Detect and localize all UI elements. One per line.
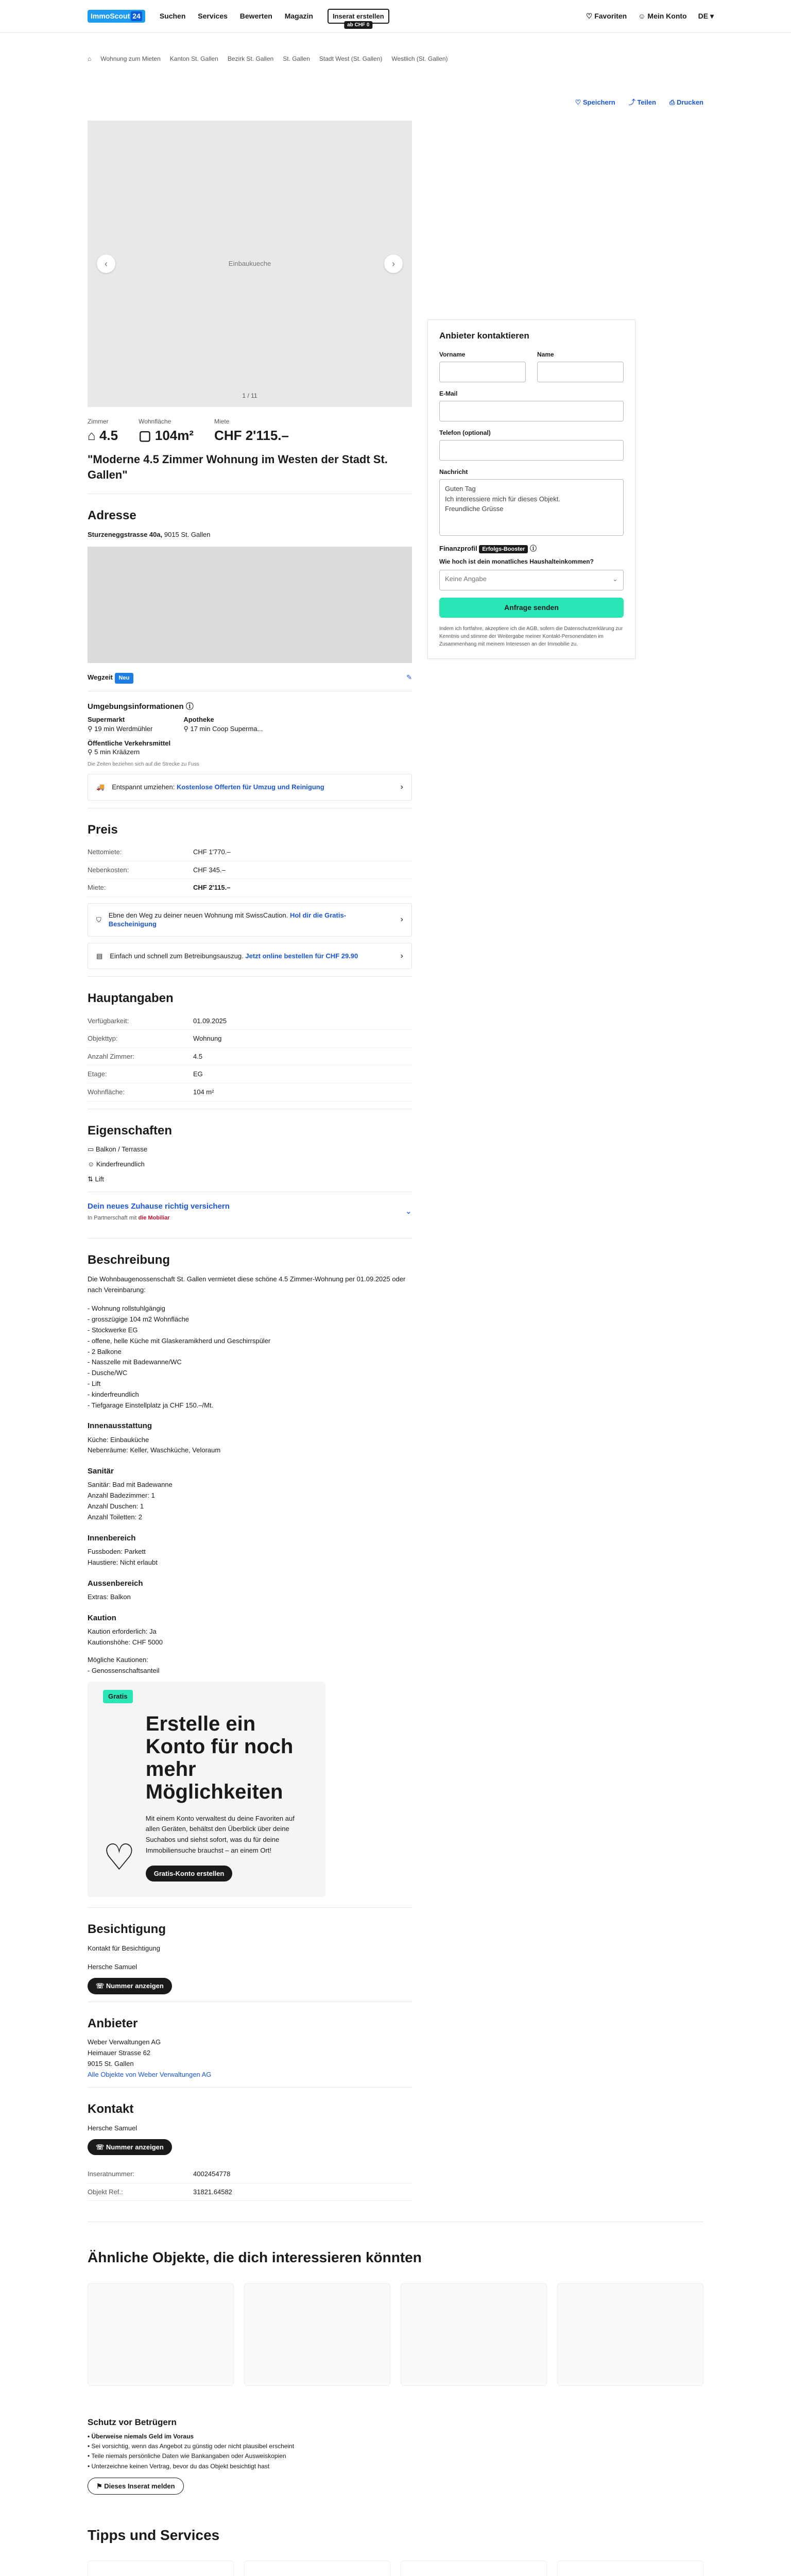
show-number-button[interactable] bbox=[88, 1978, 172, 1994]
email-field bbox=[439, 389, 624, 421]
list-item bbox=[88, 1174, 412, 1185]
description-heading: Beschreibung bbox=[88, 1253, 170, 1267]
list-item bbox=[88, 1144, 412, 1155]
firstname-input[interactable] bbox=[439, 362, 526, 382]
fraud-tip: Überweise niemals Geld im Voraus bbox=[91, 2432, 194, 2440]
service-card[interactable] bbox=[557, 2561, 703, 2576]
field-label: Vorname bbox=[439, 350, 466, 358]
betreibung-box[interactable] bbox=[88, 943, 412, 970]
edit-icon[interactable]: ✎ bbox=[406, 673, 412, 681]
document-icon: ▤ bbox=[96, 952, 103, 960]
umgebung-key: Apotheke bbox=[183, 716, 214, 724]
umgebung-key: Supermarkt bbox=[88, 716, 125, 724]
field-label: Name bbox=[537, 350, 554, 358]
logo-suffix: 24 bbox=[131, 11, 142, 21]
fact-value: CHF 2'115.– bbox=[214, 427, 289, 443]
list-item bbox=[88, 739, 412, 757]
table-row bbox=[88, 843, 412, 861]
table-row bbox=[88, 1030, 412, 1048]
chevron-right-icon: › bbox=[400, 783, 403, 792]
row-value: 4.5 bbox=[193, 1052, 203, 1060]
form-heading: Anbieter kontaktieren bbox=[439, 330, 529, 341]
row-value: CHF 1'770.– bbox=[193, 848, 231, 856]
fact-area bbox=[139, 417, 194, 445]
breadcrumb-item[interactable]: Westlich (St. Gallen) bbox=[391, 55, 448, 62]
features-heading: Eigenschaften bbox=[88, 1123, 173, 1138]
umgebung-value: 19 min Werdmühler bbox=[94, 724, 153, 733]
show-number-button[interactable] bbox=[88, 2139, 172, 2156]
list-item: Anzahl Badezimmer: 1 bbox=[88, 1492, 155, 1500]
section-heading: Innenbereich bbox=[88, 1533, 136, 1543]
insurance-sub: In Partnerschaft mit bbox=[88, 1214, 137, 1221]
row-value: Wohnung bbox=[193, 1035, 222, 1043]
umgebung-title: Umgebungsinformationen bbox=[88, 702, 184, 711]
submit-button[interactable]: Anfrage senden bbox=[439, 598, 624, 618]
firstname-field bbox=[439, 350, 526, 382]
gallery-next-button[interactable]: › bbox=[384, 255, 403, 273]
service-card[interactable] bbox=[88, 2561, 234, 2576]
row-key: Etage: bbox=[88, 1070, 107, 1078]
service-card[interactable] bbox=[244, 2561, 390, 2576]
umgebung-list bbox=[88, 715, 412, 733]
list-item: Nebenräume: Keller, Waschküche, Veloraum bbox=[88, 1446, 221, 1454]
feature-label: Lift bbox=[95, 1175, 104, 1183]
address-text bbox=[88, 530, 412, 540]
fact-rooms bbox=[88, 417, 118, 445]
field-label: E-Mail bbox=[439, 389, 458, 397]
key-facts bbox=[88, 407, 412, 452]
possible-deposit-value: - Genossenschaftsanteil bbox=[88, 1667, 160, 1675]
child-icon: ☺ bbox=[88, 1160, 96, 1168]
elevator-icon: ⇅ bbox=[88, 1175, 95, 1183]
fraud-list bbox=[88, 2432, 703, 2471]
list-item: - Lift bbox=[88, 1379, 101, 1387]
list-item: Fussboden: Parkett bbox=[88, 1547, 146, 1555]
new-badge: Neu bbox=[115, 673, 134, 684]
fact-value: 104m² bbox=[154, 427, 194, 443]
phone-icon: ☏ bbox=[96, 1982, 106, 1990]
row-value: 31821.64582 bbox=[193, 2188, 232, 2196]
nav-services[interactable]: Services bbox=[198, 12, 228, 21]
table-row bbox=[88, 1083, 412, 1101]
map[interactable] bbox=[88, 547, 412, 663]
truck-icon: 🚚 bbox=[96, 783, 105, 791]
row-key: Anzahl Zimmer: bbox=[88, 1052, 135, 1060]
possible-deposit-label: Mögliche Kautionen: bbox=[88, 1656, 148, 1664]
nav-suchen[interactable]: Suchen bbox=[159, 12, 186, 21]
list-item: • Überweise niemals Geld im Voraus bbox=[88, 2432, 194, 2440]
viewing-label: Kontakt für Besichtigung bbox=[88, 1944, 160, 1952]
flag-icon: ⚑ bbox=[96, 2482, 105, 2490]
fraud-heading: Schutz vor Betrügern bbox=[88, 2417, 177, 2427]
contact-name: Hersche Samuel bbox=[88, 2124, 137, 2132]
main-nav bbox=[154, 11, 318, 21]
language-label: DE bbox=[698, 12, 709, 21]
list-item: Extras: Balkon bbox=[88, 1592, 131, 1601]
swisscaution-box[interactable] bbox=[88, 903, 412, 937]
walk-icon: ⚲ bbox=[88, 748, 95, 756]
gallery-image: Einbaukueche bbox=[228, 259, 271, 267]
chevron-right-icon: › bbox=[400, 951, 403, 960]
mobiliar-logo: die Mobiliar bbox=[138, 1214, 170, 1221]
balcony-icon: ▭ bbox=[88, 1145, 96, 1153]
table-row bbox=[88, 2165, 412, 2183]
gallery-counter: 1 / 11 bbox=[242, 392, 257, 399]
breadcrumb-item[interactable]: Stadt West (St. Gallen) bbox=[319, 55, 383, 62]
fraud-tip: Teile niemals persönliche Daten wie Bankangaben oder Ausweiskopien bbox=[91, 2452, 286, 2460]
similar-heading: Ähnliche Objekte, die dich interessieren könnten bbox=[88, 2249, 422, 2266]
save-button[interactable]: ♡ Speichern bbox=[575, 98, 615, 107]
listing-actions bbox=[88, 70, 703, 121]
main-info-heading: Hauptangaben bbox=[88, 991, 174, 1006]
row-key: Wohnfläche: bbox=[88, 1088, 125, 1096]
lastname-field bbox=[537, 350, 624, 382]
row-value: CHF 2'115.– bbox=[193, 884, 231, 892]
list-item: • Sei vorsichtig, wenn das Angebot zu günstig oder nicht plausibel erscheint bbox=[88, 2443, 295, 2450]
wegzeit-row[interactable] bbox=[88, 672, 412, 684]
address-city: 9015 St. Gallen bbox=[164, 530, 211, 538]
list-item: - Stockwerke EG bbox=[88, 1326, 138, 1334]
message-textarea[interactable]: Guten Tag Ich interessiere mich für dieses Objekt. Freundliche Grüsse bbox=[439, 479, 624, 536]
viewing-contact: Hersche Samuel bbox=[88, 1963, 137, 1971]
legal-text: Indem ich fortfahre, akzeptiere ich die AGB, sofern die Datenschutzerklärung zur Kenntnis und stimme der Weitergabe meiner Kontakt-Personendaten im Zusammenhang mit meinem Interessen an der Immobilie zu. bbox=[439, 626, 623, 648]
create-listing-label: Inserat erstellen bbox=[332, 12, 384, 20]
row-key: Miete: bbox=[88, 884, 106, 892]
similar-card[interactable] bbox=[401, 2283, 547, 2386]
report-listing-button[interactable] bbox=[88, 2478, 184, 2495]
list-item: - Dusche/WC bbox=[88, 1369, 128, 1377]
lastname-input[interactable] bbox=[537, 362, 624, 382]
list-item: - Wohnung rollstuhlgängig bbox=[88, 1304, 165, 1313]
walk-icon: ⚲ bbox=[183, 724, 191, 733]
description-sections bbox=[88, 1411, 412, 1676]
provider-heading: Anbieter bbox=[88, 2016, 138, 2030]
row-key: Objekt Ref.: bbox=[88, 2188, 123, 2196]
box-text: Entspannt umziehen: bbox=[112, 783, 175, 791]
account-label: Mein Konto bbox=[647, 12, 687, 21]
create-listing-badge: ab CHF 0 bbox=[344, 21, 372, 29]
similar-card[interactable] bbox=[244, 2283, 390, 2386]
phone-input[interactable] bbox=[439, 440, 624, 461]
field-label: Nachricht bbox=[439, 468, 468, 476]
list-item: - grosszügige 104 m2 Wohnfläche bbox=[88, 1315, 190, 1324]
message-field bbox=[439, 468, 624, 536]
button-label: Nummer anzeigen bbox=[106, 1982, 164, 1990]
table-row bbox=[88, 1065, 412, 1083]
save-label: Speichern bbox=[582, 98, 615, 107]
section-heading: Sanitär bbox=[88, 1467, 114, 1476]
box-link[interactable]: Kostenlose Offerten für Umzug und Reinigung bbox=[176, 783, 324, 791]
fact-label: Zimmer bbox=[88, 417, 109, 425]
list-item: Anzahl Toiletten: 2 bbox=[88, 1513, 142, 1521]
create-account-button[interactable]: Gratis-Konto erstellen bbox=[146, 1866, 233, 1882]
row-value: CHF 345.– bbox=[193, 866, 226, 874]
walk-icon: ⚲ bbox=[88, 724, 95, 733]
umgebung-note: Die Zeiten beziehen sich auf die Strecke zu Fuss bbox=[88, 761, 199, 767]
table-row bbox=[88, 1012, 412, 1030]
select-value: Keine Angabe bbox=[445, 575, 487, 583]
fact-label: Wohnfläche bbox=[139, 417, 171, 425]
share-label: Teilen bbox=[637, 98, 656, 107]
promo-title: Erstelle ein Konto für noch mehr Möglichkeiten bbox=[145, 1712, 294, 1803]
fact-rent bbox=[214, 417, 289, 445]
favorites-link[interactable]: ♡ Favoriten bbox=[586, 12, 627, 21]
finance-badge: Erfolgs-Booster bbox=[479, 545, 528, 553]
umgebung-value: 17 min Coop Superma... bbox=[190, 724, 263, 733]
provider-city: 9015 St. Gallen bbox=[88, 2059, 134, 2067]
breadcrumb-item[interactable]: Bezirk St. Gallen bbox=[227, 55, 274, 62]
breadcrumb-item[interactable]: St. Gallen bbox=[283, 55, 310, 62]
email-input[interactable] bbox=[439, 401, 624, 421]
breadcrumb-item[interactable]: Wohnung zum Mieten bbox=[100, 55, 161, 62]
list-item: Kaution erforderlich: Ja bbox=[88, 1627, 157, 1635]
chevron-down-icon: ⌄ bbox=[405, 1207, 412, 1216]
fact-label: Miete bbox=[214, 417, 230, 425]
account-link[interactable]: ☺ Mein Konto bbox=[638, 12, 687, 21]
table-row bbox=[88, 2183, 412, 2201]
umgebung-key: Öffentliche Verkehrsmittel bbox=[88, 739, 171, 747]
income-select[interactable] bbox=[439, 570, 624, 590]
list-item: • Unterzeichne keinen Vertrag, bevor du das Objekt besichtigt hast bbox=[88, 2462, 270, 2470]
list-item bbox=[88, 1159, 412, 1170]
area-icon: ▢ bbox=[139, 427, 155, 443]
row-value: 01.09.2025 bbox=[193, 1016, 227, 1025]
list-item: Sanitär: Bad mit Badewanne bbox=[88, 1481, 173, 1489]
address-street: Sturzeneggstrasse 40a, bbox=[88, 530, 163, 538]
list-item: Haustiere: Nicht erlaubt bbox=[88, 1558, 158, 1566]
list-item: - Tiefgarage Einstellplatz ja CHF 150.–/Mt. bbox=[88, 1401, 214, 1409]
phone-field bbox=[439, 429, 624, 461]
list-item: Küche: Einbauküche bbox=[88, 1435, 149, 1444]
services-grid bbox=[88, 2561, 703, 2576]
promo-text: Mit einem Konto verwaltest du deine Favoriten auf allen Geräten, behältst den Überblick über deine Suchabos und siehst sofort, was du für deine Immobiliensuche brauchst – an einem Ort! bbox=[145, 1814, 295, 1854]
similar-card[interactable] bbox=[557, 2283, 703, 2386]
row-value: 4002454778 bbox=[193, 2170, 231, 2178]
button-label: Dieses Inserat melden bbox=[104, 2482, 175, 2490]
gallery-prev-button[interactable]: ‹ bbox=[97, 255, 115, 273]
provider-street: Heimauer Strasse 62 bbox=[88, 2048, 151, 2057]
row-key: Nettomiete: bbox=[88, 848, 122, 856]
row-value: 104 m² bbox=[193, 1088, 214, 1096]
income-question: Wie hoch ist dein monatliches Haushalteinkommen? bbox=[439, 558, 594, 566]
section-heading: Aussenbereich bbox=[88, 1579, 143, 1588]
row-value: EG bbox=[193, 1070, 203, 1078]
service-card[interactable] bbox=[401, 2561, 547, 2576]
account-promo bbox=[88, 1682, 325, 1897]
similar-listings bbox=[88, 2283, 703, 2386]
list-item bbox=[183, 715, 263, 733]
print-label: Drucken bbox=[676, 98, 703, 107]
promo-tag: Gratis bbox=[103, 1690, 133, 1703]
list-item: - kinderfreundlich bbox=[88, 1390, 139, 1398]
address-heading: Adresse bbox=[88, 509, 136, 523]
table-row bbox=[88, 861, 412, 879]
breadcrumb-item[interactable]: Kanton St. Gallen bbox=[169, 55, 218, 62]
list-item: Kautionshöhe: CHF 5000 bbox=[88, 1638, 163, 1646]
insurance-banner[interactable] bbox=[88, 1192, 412, 1231]
similar-card[interactable] bbox=[88, 2283, 234, 2386]
home-icon[interactable]: ⌂ bbox=[88, 55, 92, 62]
list-item: • Teile niemals persönliche Daten wie Bankangaben oder Ausweiskopien bbox=[88, 2452, 286, 2460]
phone-icon: ☏ bbox=[96, 2143, 106, 2151]
share-button[interactable]: ⤴ Teilen bbox=[628, 98, 656, 107]
contact-form bbox=[427, 319, 635, 659]
finance-label: Finanzprofil bbox=[439, 545, 477, 553]
list-item: - Nasszelle mit Badewanne/WC bbox=[88, 1358, 182, 1366]
feature-label: Balkon / Terrasse bbox=[95, 1145, 148, 1153]
table-row bbox=[88, 1048, 412, 1066]
row-key: Nebenkosten: bbox=[88, 866, 129, 874]
contact-heading: Kontakt bbox=[88, 2102, 134, 2116]
create-listing-button[interactable] bbox=[328, 9, 389, 28]
tips-heading: Tipps und Services bbox=[88, 2527, 220, 2544]
list-item: - 2 Balkone bbox=[88, 1347, 122, 1355]
site-header bbox=[0, 0, 791, 33]
row-key: Verfügbarkeit: bbox=[88, 1016, 129, 1025]
shield-icon: ⛉ bbox=[96, 916, 101, 924]
favorites-label: Favoriten bbox=[594, 12, 627, 21]
rooms-icon: ⌂ bbox=[88, 427, 99, 443]
umzug-offer-box[interactable] bbox=[88, 774, 412, 801]
listing-title: "Moderne 4.5 Zimmer Wohnung im Westen der Stadt St. Gallen" bbox=[88, 452, 412, 494]
description-intro: Die Wohnbaugenossenschaft St. Gallen vermietet diese schöne 4.5 Zimmer-Wohnung per 01.09.2025 oder nach Vereinbarung: bbox=[88, 1275, 406, 1294]
info-icon[interactable]: ⓘ bbox=[530, 545, 537, 553]
feature-label: Kinderfreundlich bbox=[96, 1160, 145, 1168]
price-heading: Preis bbox=[88, 822, 118, 837]
viewing-heading: Besichtigung bbox=[88, 1922, 166, 1937]
row-key: Objekttyp: bbox=[88, 1035, 118, 1043]
chevron-down-icon: ⌄ bbox=[612, 575, 618, 583]
print-button[interactable]: ⎙ Drucken bbox=[669, 98, 703, 107]
fraud-tip: Sei vorsichtig, wenn das Angebot zu günstig oder nicht plausibel erscheint bbox=[91, 2443, 295, 2450]
fact-value: 4.5 bbox=[99, 427, 118, 443]
box-link[interactable]: Hol dir die Gratis-Bescheinigung bbox=[108, 911, 347, 928]
row-key: Inseratnummer: bbox=[88, 2170, 135, 2178]
provider-name: Weber Verwaltungen AG bbox=[88, 2038, 161, 2046]
box-link[interactable]: Jetzt online bestellen für CHF 29.90 bbox=[245, 952, 358, 960]
breadcrumb bbox=[0, 33, 791, 70]
field-label: Telefon (optional) bbox=[439, 429, 491, 437]
hands-heart-icon: ♡ bbox=[103, 1837, 135, 1877]
section-heading: Kaution bbox=[88, 1613, 116, 1622]
table-row bbox=[88, 879, 412, 897]
site-logo[interactable] bbox=[88, 10, 145, 23]
section-heading: Innenausstattung bbox=[88, 1421, 152, 1431]
list-item: Anzahl Duschen: 1 bbox=[88, 1502, 144, 1511]
nav-magazin[interactable]: Magazin bbox=[284, 12, 313, 21]
insurance-link[interactable]: Dein neues Zuhause richtig versichern bbox=[88, 1202, 230, 1211]
logo-text: ImmoScout bbox=[91, 12, 130, 21]
list-item bbox=[88, 715, 152, 733]
info-icon[interactable]: ⓘ bbox=[185, 702, 194, 711]
fraud-tip: Unterzeichne keinen Vertrag, bevor du das Objekt besichtigt hast bbox=[91, 2462, 270, 2470]
button-label: Nummer anzeigen bbox=[106, 2143, 164, 2151]
nav-bewerten[interactable]: Bewerten bbox=[239, 12, 272, 21]
wegzeit-label: Wegzeit bbox=[88, 673, 113, 681]
box-text: Ebne den Weg zu deiner neuen Wohnung mit SwissCaution. bbox=[108, 911, 288, 919]
description-list bbox=[88, 1303, 412, 1411]
list-item: - offene, helle Küche mit Glaskeramikherd und Geschirrspüler bbox=[88, 1336, 271, 1345]
image-gallery[interactable] bbox=[88, 121, 412, 407]
box-text: Einfach und schnell zum Betreibungsauszug. bbox=[110, 952, 244, 960]
provider-listings-link[interactable]: Alle Objekte von Weber Verwaltungen AG bbox=[88, 2070, 212, 2078]
language-switcher[interactable]: DE ▾ bbox=[698, 12, 714, 21]
umgebung-heading bbox=[88, 691, 412, 715]
umgebung-value: 5 min Krääzern bbox=[94, 748, 140, 756]
chevron-right-icon: › bbox=[400, 915, 403, 924]
